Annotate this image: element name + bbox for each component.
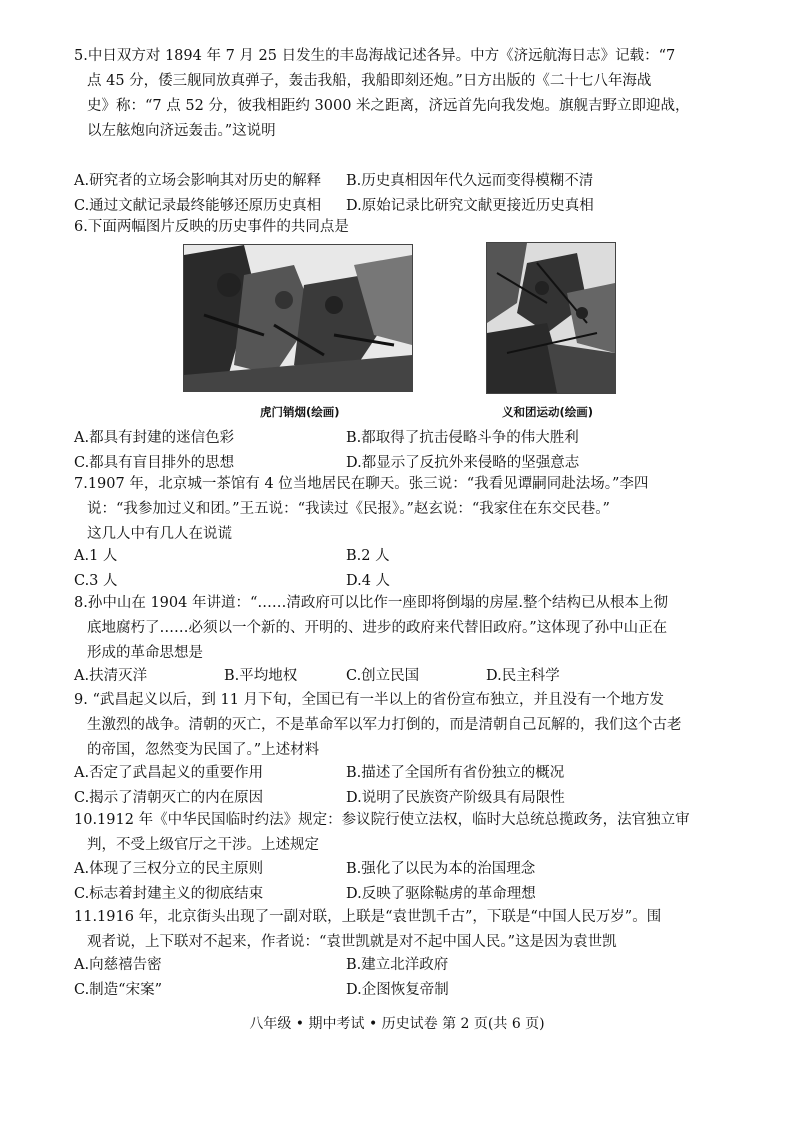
option-d: D.民主科学 bbox=[486, 668, 560, 684]
stem-line: 这几人中有几人在说谎 bbox=[87, 526, 232, 542]
option-c: C.创立民国 bbox=[346, 668, 420, 684]
stem-line: 点 45 分，倭三舰同放真弹子，轰击我船，我船即刻还炮。”日方出版的《二十七八年海战 bbox=[87, 73, 652, 89]
option-a: A.研究者的立场会影响其对历史的解释 bbox=[74, 173, 322, 189]
option-c: C.都具有盲目排外的思想 bbox=[74, 455, 235, 471]
question-7-stem bbox=[74, 472, 724, 547]
page-footer: 八年级 • 期中考试 • 历史试卷 第 2 页(共 6 页) bbox=[249, 1016, 545, 1032]
stem-line: 的帝国，忽然变为民国了。”上述材料 bbox=[87, 742, 320, 758]
stem-line: 史》称：“7 点 52 分，彼我相距约 3000 米之距离，济远首先向我发炮。旗舰吉野立即迎战， bbox=[87, 98, 690, 114]
question-5-stem bbox=[74, 44, 724, 144]
option-d: D.都显示了反抗外来侵略的坚强意志 bbox=[346, 455, 580, 471]
option-a: A.都具有封建的迷信色彩 bbox=[74, 430, 235, 446]
option-b: B.历史真相因年代久远而变得模糊不清 bbox=[346, 173, 594, 189]
question-6-stem bbox=[74, 215, 724, 240]
question-6-options bbox=[74, 426, 724, 476]
option-a: A.否定了武昌起义的重要作用 bbox=[74, 765, 264, 781]
option-c: C.通过文献记录最终能够还原历史真相 bbox=[74, 198, 322, 214]
stem-line: 生激烈的战争。清朝的灭亡，不是革命军以军力打倒的，而是清朝自己瓦解的，我们这个古老 bbox=[87, 717, 682, 733]
humen-opium-painting bbox=[183, 244, 413, 392]
stem-line: 6.下面两幅图片反映的历史事件的共同点是 bbox=[74, 219, 349, 235]
option-b: B.描述了全国所有省份独立的概况 bbox=[346, 765, 565, 781]
option-a: A.扶清灭洋 bbox=[74, 668, 148, 684]
option-c: C.标志着封建主义的彻底结束 bbox=[74, 886, 264, 902]
option-c: C.3 人 bbox=[74, 573, 118, 589]
figure-caption-left: 虎门销烟(绘画) bbox=[260, 405, 340, 419]
question-7-options bbox=[74, 544, 724, 594]
question-10-options bbox=[74, 857, 724, 907]
option-c: C.揭示了清朝灭亡的内在原因 bbox=[74, 790, 264, 806]
option-d: D.说明了民族资产阶级具有局限性 bbox=[346, 790, 565, 806]
stem-line: 判，不受上级官厅之干涉。上述规定 bbox=[87, 837, 319, 853]
stem-line: 11.1916 年，北京街头出现了一副对联，上联是“袁世凯千古”，下联是“中国人民万岁”。围 bbox=[74, 909, 662, 925]
option-a: A.1 人 bbox=[74, 548, 118, 564]
stem-line: 观者说，上下联对不起来，作者说：“袁世凯就是对不起中国人民。”这是因为袁世凯 bbox=[87, 934, 617, 950]
question-5-options bbox=[74, 169, 724, 219]
option-c: C.制造“宋案” bbox=[74, 982, 163, 998]
stem-line: 形成的革命思想是 bbox=[87, 645, 203, 661]
stem-line: 底地腐朽了……必须以一个新的、开明的、进步的政府来代替旧政府。”这体现了孙中山正在 bbox=[87, 620, 668, 636]
option-a: A.体现了三权分立的民主原则 bbox=[74, 861, 264, 877]
question-11-options bbox=[74, 953, 724, 1003]
figure-caption-right: 义和团运动(绘画) bbox=[502, 405, 594, 419]
question-9-stem bbox=[74, 688, 724, 763]
option-b: B.都取得了抗击侵略斗争的伟大胜利 bbox=[346, 430, 579, 446]
option-b: B.强化了以民为本的治国理念 bbox=[346, 861, 536, 877]
stem-line: 9. “武昌起义以后，到 11 月下旬，全国已有一半以上的省份宣布独立，并且没有一个地方发 bbox=[74, 692, 665, 708]
option-d: D.企图恢复帝制 bbox=[346, 982, 449, 998]
option-b: B.建立北洋政府 bbox=[346, 957, 449, 973]
stem-line: 10.1912 年《中华民国临时约法》规定：参议院行使立法权，临时大总统总揽政务，法官独立审 bbox=[74, 812, 690, 828]
option-b: B.2 人 bbox=[346, 548, 390, 564]
question-8-options bbox=[74, 664, 724, 689]
question-8-stem bbox=[74, 591, 724, 666]
option-b: B.平均地权 bbox=[224, 668, 298, 684]
question-11-stem bbox=[74, 905, 724, 955]
option-d: D.原始记录比研究文献更接近历史真相 bbox=[346, 198, 594, 214]
stem-line: 8.孙中山在 1904 年讲道：“……清政府可以比作一座即将倒塌的房屋.整个结构已从根本上彻 bbox=[74, 595, 668, 611]
option-d: D.4 人 bbox=[346, 573, 391, 589]
stem-line: 说：“我参加过义和团。”王五说：“我读过《民报》。”赵玄说：“我家住在东交民巷。” bbox=[87, 501, 610, 517]
stem-line: 以左舷炮向济远轰击。”这说明 bbox=[87, 123, 276, 139]
stem-line: 5.中日双方对 1894 年 7 月 25 日发生的丰岛海战记述各异。中方《济远航海日志》记载：“7 bbox=[74, 48, 676, 64]
question-9-options bbox=[74, 761, 724, 811]
option-a: A.向慈禧告密 bbox=[74, 957, 162, 973]
boxer-movement-painting bbox=[486, 242, 616, 394]
option-d: D.反映了驱除鞑虏的革命理想 bbox=[346, 886, 536, 902]
question-10-stem bbox=[74, 808, 724, 858]
stem-line: 7.1907 年，北京城一茶馆有 4 位当地居民在聊天。张三说：“我看见谭嗣同赴法场。”李四 bbox=[74, 476, 649, 492]
